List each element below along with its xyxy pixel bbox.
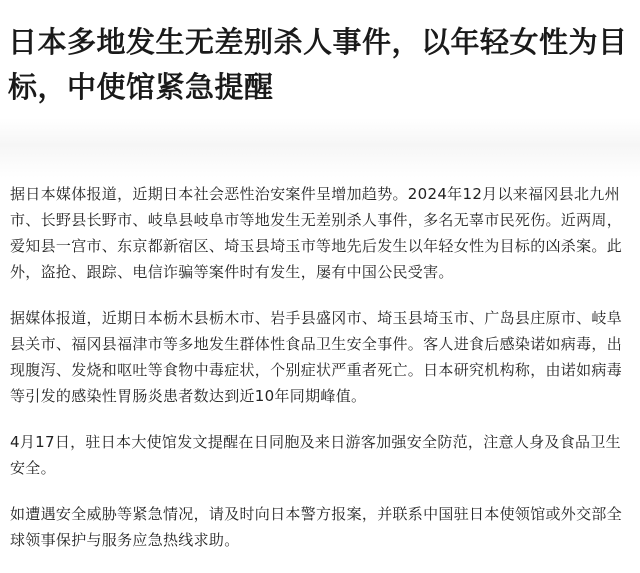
article-paragraph-1: 据日本媒体报道，近期日本社会恶性治安案件呈增加趋势。2024年12月以来福冈县北九州市、长野县长野市、岐阜县岐阜市等地发生无差别杀人事件，多名无辜市民死伤。近两周，爱知县一宫市、东京都新宿区、埼玉县埼玉市等地先后发生以年轻女性为目标的凶杀案。此外，盗抢、跟踪、电信诈骗等案件时有发生，屡有中国公民受害。 (10, 185, 623, 281)
article-body (10, 181, 632, 573)
article-paragraph-3: 4月17日，驻日本大使馆发文提醒在日同胞及来日游客加强安全防范，注意人身及食品卫生安全。 (10, 433, 621, 477)
article-title: 日本多地发生无差别杀人事件，以年轻女性为目标，中使馆紧急提醒 (8, 25, 628, 104)
article-paragraph-2: 据媒体报道，近期日本栃木县栃木市、岩手县盛冈市、埼玉县埼玉市、广岛县庄原市、岐阜县关市、福冈县福津市等多地发生群体性食品卫生安全事件。客人进食后感染诺如病毒，出现腹泻、发烧和呕吐等食物中毒症状，个别症状严重者死亡。日本研究机构称，由诺如病毒等引发的感染性胃肠炎患者数达到近10年同期峰值。 (10, 309, 623, 405)
header-divider (0, 118, 640, 178)
article-paragraph-4: 如遭遇安全威胁等紧急情况，请及时向日本警方报案，并联系中国驻日本使领馆或外交部全球领事保护与服务应急热线求助。 (10, 505, 623, 549)
